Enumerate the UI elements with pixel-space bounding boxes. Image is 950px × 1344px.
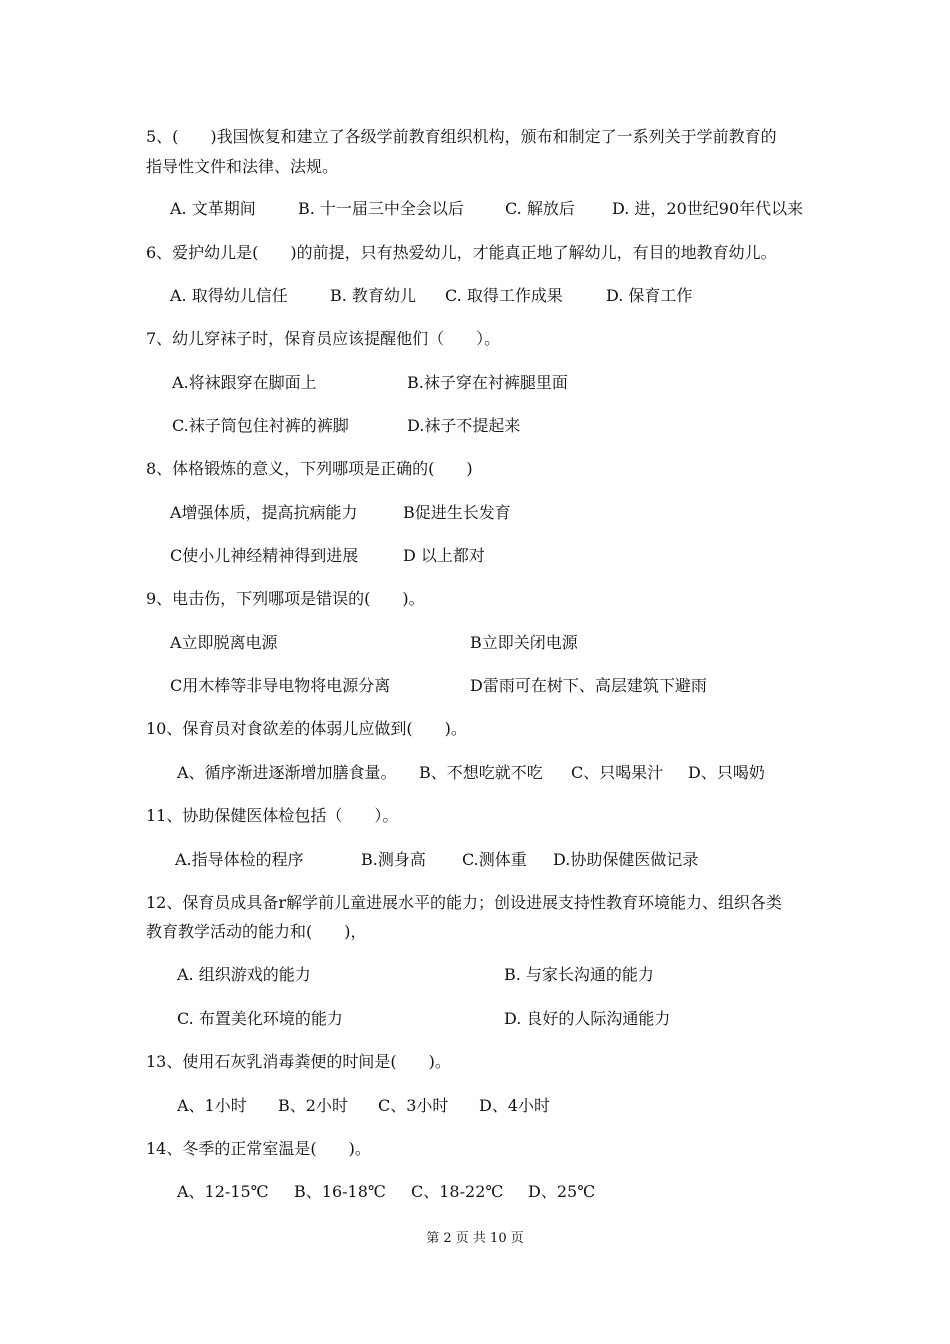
question-6-option-a: A. 取得幼儿信任	[170, 286, 288, 305]
question-12-option-b: B. 与家长沟通的能力	[504, 965, 654, 984]
question-10-option-c: C、只喝果汁	[571, 763, 664, 782]
question-13-option-b: B、2小时	[278, 1096, 348, 1115]
question-14-option-a: A、12-15℃	[177, 1182, 269, 1201]
question-14-option-d: D、25℃	[528, 1182, 596, 1201]
question-11-option-c: C.测体重	[462, 850, 527, 869]
question-9-option-a: A立即脱离电源	[170, 633, 278, 652]
question-10-option-d: D、只喝奶	[688, 763, 765, 782]
question-11-stem: 11、协助保健医体检包括（ ）。	[146, 806, 399, 825]
question-8-stem: 8、体格锻炼的意义，下列哪项是正确的( )	[146, 459, 473, 478]
question-9-stem: 9、电击伤，下列哪项是错误的( )。	[146, 589, 425, 608]
question-6-option-d: D. 保育工作	[606, 286, 693, 305]
question-12-option-a: A. 组织游戏的能力	[177, 965, 311, 984]
question-8-option-c: C使小儿神经精神得到进展	[170, 546, 359, 565]
question-11-option-b: B.测身高	[361, 850, 426, 869]
question-7-option-a: A.将袜跟穿在脚面上	[172, 373, 317, 392]
question-7-option-d: D.袜子不提起来	[407, 416, 521, 435]
question-8-option-a: A增强体质，提高抗病能力	[170, 503, 358, 522]
page-footer: 第 2 页 共 10 页	[426, 1231, 524, 1246]
question-5-stem-line-1: 5、( )我国恢复和建立了各级学前教育组织机构，颁布和制定了一系列关于学前教育的	[146, 127, 777, 146]
question-14-stem: 14、冬季的正常室温是( )。	[146, 1139, 371, 1158]
question-6-option-c: C. 取得工作成果	[445, 286, 563, 305]
question-6-option-b: B. 教育幼儿	[330, 286, 416, 305]
question-9-option-b: B立即关闭电源	[470, 633, 578, 652]
question-13-stem: 13、使用石灰乳消毒粪便的时间是( )。	[146, 1052, 451, 1071]
question-8-option-d: D 以上都对	[403, 546, 485, 565]
question-14-option-b: B、16-18℃	[294, 1182, 386, 1201]
question-7-option-c: C.袜子筒包住衬裤的裤脚	[172, 416, 349, 435]
question-11-option-a: A.指导体检的程序	[175, 850, 304, 869]
question-9-option-d: D雷雨可在树下、高层建筑下避雨	[470, 676, 707, 695]
question-10-stem: 10、保育员对食欲差的体弱儿应做到( )。	[146, 719, 467, 738]
question-12-option-c: C. 布置美化环境的能力	[177, 1009, 343, 1028]
question-14-option-c: C、18-22℃	[411, 1182, 504, 1201]
question-5-stem-line-2: 指导性文件和法律、法规。	[146, 157, 339, 176]
question-13-option-c: C、3小时	[378, 1096, 449, 1115]
question-5-option-c: C. 解放后	[505, 199, 575, 218]
question-7-stem: 7、幼儿穿袜子时，保育员应该提醒他们（ ）。	[146, 329, 501, 348]
question-5-option-d: D. 进，20世纪90年代以来	[612, 199, 804, 218]
question-9-option-c: C用木棒等非导电物将电源分离	[170, 676, 391, 695]
question-11-option-d: D.协助保健医做记录	[553, 850, 699, 869]
question-13-option-d: D、4小时	[479, 1096, 551, 1115]
question-5-option-b: B. 十一届三中全会以后	[298, 199, 464, 218]
question-7-option-b: B.袜子穿在衬裤腿里面	[407, 373, 568, 392]
question-6-stem: 6、爱护幼儿是( )的前提，只有热爱幼儿，才能真正地了解幼儿，有目的地教育幼儿。	[146, 243, 777, 262]
question-10-option-a: A、循序渐进逐渐增加膳食量。	[177, 763, 397, 782]
question-10-option-b: B、不想吃就不吃	[419, 763, 543, 782]
question-5-option-a: A. 文革期间	[170, 199, 256, 218]
question-12-stem-line-2: 教育教学活动的能力和( )，	[146, 922, 367, 941]
question-12-option-d: D. 良好的人际沟通能力	[504, 1009, 671, 1028]
question-8-option-b: B促进生长发育	[403, 503, 511, 522]
question-12-stem-line-1: 12、保育员成具备r解学前儿童进展水平的能力；创设进展支持性教育环境能力、组织各类	[146, 893, 783, 912]
question-13-option-a: A、1小时	[177, 1096, 247, 1115]
